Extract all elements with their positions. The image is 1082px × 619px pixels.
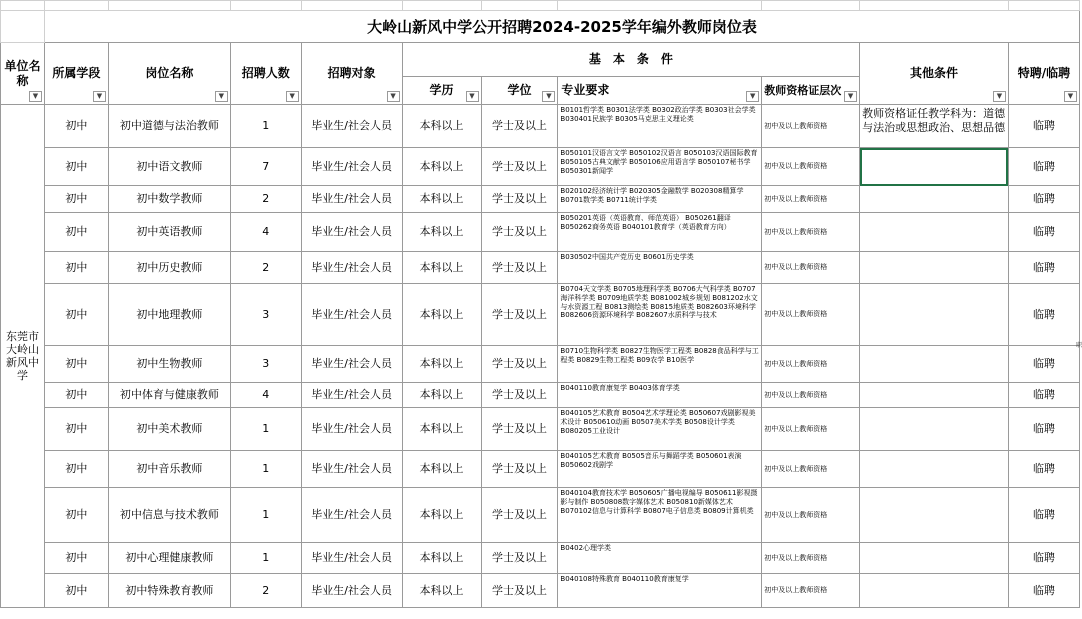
position-cell[interactable]: 初中地理教师 (108, 284, 230, 346)
empty-cell[interactable] (481, 1, 558, 11)
edu-cell[interactable]: 本科以上 (402, 408, 481, 451)
empty-cell[interactable] (1, 1, 45, 11)
empty-cell[interactable] (860, 1, 1009, 11)
other-cell[interactable] (860, 252, 1009, 284)
header-cert[interactable] (762, 77, 860, 105)
stage-cell[interactable]: 初中 (44, 213, 108, 252)
other-cell[interactable] (860, 408, 1009, 451)
table-row (1, 543, 1080, 574)
degree-cell[interactable]: 学士及以上 (481, 252, 558, 284)
header-cert-label: 教师资格证层次 (764, 83, 842, 97)
cert-cell[interactable]: 初中及以上教师资格 (762, 408, 860, 451)
stage-cell[interactable]: 初中 (44, 543, 108, 574)
header-degree[interactable] (481, 77, 558, 105)
position-cell[interactable]: 初中语文教师 (108, 148, 230, 186)
edge-text: 职 (1076, 342, 1082, 349)
header-hire-label: 特聘/临聘 (1017, 66, 1071, 81)
filter-dropdown-icon[interactable] (466, 91, 479, 102)
degree-cell[interactable]: 学士及以上 (481, 186, 558, 213)
header-major-label: 专业要求 (561, 83, 610, 98)
stage-cell[interactable]: 初中 (44, 284, 108, 346)
edu-cell[interactable]: 本科以上 (402, 574, 481, 608)
target-cell[interactable]: 毕业生/社会人员 (301, 148, 402, 186)
edu-cell[interactable]: 本科以上 (402, 148, 481, 186)
count-cell[interactable]: 1 (230, 488, 301, 543)
cert-cell[interactable]: 初中及以上教师资格 (762, 213, 860, 252)
filter-dropdown-icon[interactable] (844, 91, 857, 102)
target-cell[interactable]: 毕业生/社会人员 (301, 543, 402, 574)
major-cell[interactable]: B040105艺术教育 B0504艺术学理论类 B050607戏剧影视美术设计 B050610动画 B0507美术学类 B0508设计学类 B080205工业设计 (558, 408, 762, 451)
degree-cell[interactable]: 学士及以上 (481, 105, 558, 148)
cert-cell[interactable]: 初中及以上教师资格 (762, 451, 860, 488)
header-major[interactable] (558, 77, 762, 105)
table-row (1, 213, 1080, 252)
other-cell[interactable] (860, 186, 1009, 213)
position-cell[interactable]: 初中数学教师 (108, 186, 230, 213)
degree-cell[interactable]: 学士及以上 (481, 488, 558, 543)
count-cell[interactable]: 1 (230, 451, 301, 488)
hire-cell[interactable]: 临聘 (1008, 543, 1079, 574)
unit-name-cell[interactable]: 东莞市大岭山新风中学 (1, 105, 45, 608)
major-cell[interactable]: B0704天文学类 B0705地理科学类 B0706大气科学类 B0707海洋科学类 B0709地质学类 B081002城乡规划 B081202水文与水资源工程 B0813测绘类 B0815地质类 B082603环境科学 B082606资源环境科学 B082607水质科学与技术 (558, 284, 762, 346)
table-row (1, 186, 1080, 213)
major-cell[interactable]: B030502中国共产党历史 B0601历史学类 (558, 252, 762, 284)
stage-cell[interactable]: 初中 (44, 346, 108, 383)
degree-cell[interactable]: 学士及以上 (481, 284, 558, 346)
stage-cell[interactable]: 初中 (44, 252, 108, 284)
position-cell[interactable]: 初中特殊教育教师 (108, 574, 230, 608)
degree-cell[interactable]: 学士及以上 (481, 148, 558, 186)
filter-dropdown-icon[interactable] (542, 91, 555, 102)
filter-dropdown-icon[interactable] (993, 91, 1006, 102)
major-cell[interactable]: B0402心理学类 (558, 543, 762, 574)
selected-cell[interactable] (860, 148, 1009, 186)
stage-cell[interactable]: 初中 (44, 451, 108, 488)
table-row (1, 346, 1080, 383)
major-cell[interactable]: B040104教育技术学 B050605广播电视编导 B050611影视摄影与制作 B050808数字媒体艺术 B050810新媒体艺术 B070102信息与计算科学 B0807电子信息类 B0809计算机类 (558, 488, 762, 543)
other-cell[interactable] (860, 574, 1009, 608)
count-cell[interactable]: 1 (230, 105, 301, 148)
header-edu[interactable] (402, 77, 481, 105)
count-cell[interactable]: 3 (230, 284, 301, 346)
major-cell[interactable]: B040110教育康复学 B0403体育学类 (558, 383, 762, 408)
target-cell[interactable]: 毕业生/社会人员 (301, 284, 402, 346)
hire-cell[interactable]: 临聘 (1008, 574, 1079, 608)
empty-cell[interactable] (230, 1, 301, 11)
major-cell[interactable]: B040108特殊教育 B040110教育康复学 (558, 574, 762, 608)
filter-dropdown-icon[interactable] (215, 91, 228, 102)
table-row (1, 105, 1080, 148)
degree-cell[interactable]: 学士及以上 (481, 451, 558, 488)
filter-dropdown-icon[interactable] (93, 91, 106, 102)
major-cell[interactable]: B020102经济统计学 B020305金融数学 B020308精算学 B0701数学类 B0711统计学类 (558, 186, 762, 213)
table-row (1, 383, 1080, 408)
table-row (1, 252, 1080, 284)
sheet-title[interactable]: 大岭山新风中学公开招聘2024-2025学年编外教师岗位表 (44, 11, 1079, 43)
target-cell[interactable]: 毕业生/社会人员 (301, 186, 402, 213)
empty-cell[interactable] (108, 1, 230, 11)
filter-dropdown-icon[interactable] (286, 91, 299, 102)
stage-cell[interactable]: 初中 (44, 408, 108, 451)
edu-cell[interactable]: 本科以上 (402, 383, 481, 408)
position-cell[interactable]: 初中音乐教师 (108, 451, 230, 488)
header-edu-label: 学历 (429, 83, 454, 98)
degree-cell[interactable]: 学士及以上 (481, 574, 558, 608)
target-cell[interactable]: 毕业生/社会人员 (301, 408, 402, 451)
hire-cell[interactable]: 临聘 (1008, 408, 1079, 451)
empty-cell[interactable] (301, 1, 402, 11)
degree-cell[interactable]: 学士及以上 (481, 346, 558, 383)
other-cell[interactable] (860, 346, 1009, 383)
header-unit-label: 单位名称 (4, 59, 41, 88)
empty-cell[interactable] (1, 11, 45, 43)
position-cell[interactable]: 初中心理健康教师 (108, 543, 230, 574)
header-other[interactable] (860, 43, 1009, 105)
stage-cell[interactable]: 初中 (44, 148, 108, 186)
cert-cell[interactable]: 初中及以上教师资格 (762, 543, 860, 574)
count-cell[interactable]: 3 (230, 346, 301, 383)
table-row (1, 148, 1080, 186)
empty-cell[interactable] (402, 1, 481, 11)
other-cell[interactable] (860, 213, 1009, 252)
other-cell[interactable] (860, 543, 1009, 574)
edu-cell[interactable]: 本科以上 (402, 252, 481, 284)
degree-cell[interactable]: 学士及以上 (481, 543, 558, 574)
cert-cell[interactable]: 初中及以上教师资格 (762, 186, 860, 213)
edu-cell[interactable]: 本科以上 (402, 488, 481, 543)
position-cell[interactable]: 初中道德与法治教师 (108, 105, 230, 148)
target-cell[interactable]: 毕业生/社会人员 (301, 346, 402, 383)
hire-cell[interactable]: 临聘 (1008, 346, 1079, 383)
header-stage-label: 所属学段 (52, 66, 101, 81)
target-cell[interactable]: 毕业生/社会人员 (301, 574, 402, 608)
degree-cell[interactable]: 学士及以上 (481, 383, 558, 408)
cert-cell[interactable]: 初中及以上教师资格 (762, 252, 860, 284)
header-other-label: 其他条件 (910, 66, 959, 81)
stage-cell[interactable]: 初中 (44, 186, 108, 213)
hire-cell[interactable]: 临聘 (1008, 252, 1079, 284)
cert-cell[interactable]: 初中及以上教师资格 (762, 346, 860, 383)
edu-cell[interactable]: 本科以上 (402, 451, 481, 488)
hire-cell[interactable]: 临聘 (1008, 451, 1079, 488)
filter-dropdown-icon[interactable] (1064, 91, 1077, 102)
filter-dropdown-icon[interactable] (746, 91, 759, 102)
other-cell[interactable]: 教师资格证任教学科为：道德与法治或思想政治、思想品德 (860, 105, 1009, 148)
edu-cell[interactable]: 本科以上 (402, 105, 481, 148)
count-cell[interactable]: 1 (230, 408, 301, 451)
filter-dropdown-icon[interactable] (29, 91, 42, 102)
header-target-label: 招聘对象 (327, 66, 376, 81)
table-row (1, 451, 1080, 488)
other-cell[interactable] (860, 284, 1009, 346)
count-cell[interactable]: 2 (230, 252, 301, 284)
cert-cell[interactable]: 初中及以上教师资格 (762, 383, 860, 408)
stage-cell[interactable]: 初中 (44, 105, 108, 148)
count-cell[interactable]: 2 (230, 574, 301, 608)
count-cell[interactable]: 4 (230, 213, 301, 252)
table-row (1, 284, 1080, 346)
hire-cell[interactable]: 临聘 (1008, 186, 1079, 213)
position-cell[interactable]: 初中信息与技术教师 (108, 488, 230, 543)
edu-cell[interactable]: 本科以上 (402, 543, 481, 574)
cert-cell[interactable]: 初中及以上教师资格 (762, 574, 860, 608)
hire-cell[interactable]: 临聘 (1008, 383, 1079, 408)
edu-cell[interactable]: 本科以上 (402, 186, 481, 213)
position-cell[interactable]: 初中历史教师 (108, 252, 230, 284)
target-cell[interactable]: 毕业生/社会人员 (301, 213, 402, 252)
hire-cell[interactable]: 临聘 (1008, 213, 1079, 252)
major-cell[interactable]: B050201英语（英语教育、师范英语） B050261翻译 B050262商务英语 B040101教育学（英语教育方向） (558, 213, 762, 252)
header-basic-conditions[interactable]: 基 本 条 件 (402, 43, 860, 77)
stage-cell[interactable]: 初中 (44, 383, 108, 408)
header-stage[interactable] (44, 43, 108, 105)
empty-cell[interactable] (558, 1, 762, 11)
hire-cell[interactable]: 临聘 (1008, 488, 1079, 543)
count-cell[interactable]: 2 (230, 186, 301, 213)
header-target[interactable] (301, 43, 402, 105)
major-cell[interactable]: B040105艺术教育 B0505音乐与舞蹈学类 B050601表演 B050602戏剧学 (558, 451, 762, 488)
major-cell[interactable]: B050101汉语言文学 B050102汉语言 B050103汉语国际教育 B050105古典文献学 B050106应用语言学 B050107秘书学 B050301新闻学 (558, 148, 762, 186)
header-position-label: 岗位名称 (145, 66, 194, 81)
count-cell[interactable]: 4 (230, 383, 301, 408)
other-cell[interactable] (860, 488, 1009, 543)
other-cell[interactable] (860, 383, 1009, 408)
major-cell[interactable]: B0101哲学类 B0301法学类 B0302政治学类 B0303社会学类 B030401民族学 B0305马克思主义理论类 (558, 105, 762, 148)
table-row (1, 488, 1080, 543)
cert-cell[interactable]: 初中及以上教师资格 (762, 105, 860, 148)
cert-cell[interactable]: 初中及以上教师资格 (762, 148, 860, 186)
cert-cell[interactable]: 初中及以上教师资格 (762, 488, 860, 543)
table-row (1, 574, 1080, 608)
position-cell[interactable]: 初中生物教师 (108, 346, 230, 383)
edu-cell[interactable]: 本科以上 (402, 346, 481, 383)
position-cell[interactable]: 初中体育与健康教师 (108, 383, 230, 408)
empty-cell[interactable] (44, 1, 108, 11)
header-count[interactable] (230, 43, 301, 105)
count-cell[interactable]: 7 (230, 148, 301, 186)
target-cell[interactable]: 毕业生/社会人员 (301, 252, 402, 284)
stage-cell[interactable]: 初中 (44, 574, 108, 608)
position-cell[interactable]: 初中英语教师 (108, 213, 230, 252)
header-count-label: 招聘人数 (241, 66, 290, 81)
empty-cell[interactable] (1008, 1, 1079, 11)
cert-cell[interactable]: 初中及以上教师资格 (762, 284, 860, 346)
hire-cell[interactable]: 临聘 (1008, 148, 1079, 186)
table-row (1, 408, 1080, 451)
hire-cell[interactable]: 临聘 (1008, 284, 1079, 346)
degree-cell[interactable]: 学士及以上 (481, 408, 558, 451)
target-cell[interactable]: 毕业生/社会人员 (301, 451, 402, 488)
hire-cell[interactable]: 临聘 (1008, 105, 1079, 148)
edu-cell[interactable]: 本科以上 (402, 284, 481, 346)
header-unit[interactable] (1, 43, 45, 105)
major-cell[interactable]: B0710生物科学类 B0827生物医学工程类 B0828食品科学与工程类 B0829生物工程类 B09农学 B10医学 (558, 346, 762, 383)
stage-cell[interactable]: 初中 (44, 488, 108, 543)
degree-cell[interactable]: 学士及以上 (481, 213, 558, 252)
target-cell[interactable]: 毕业生/社会人员 (301, 488, 402, 543)
position-cell[interactable]: 初中美术教师 (108, 408, 230, 451)
other-cell[interactable] (860, 451, 1009, 488)
target-cell[interactable]: 毕业生/社会人员 (301, 105, 402, 148)
header-position[interactable] (108, 43, 230, 105)
target-cell[interactable]: 毕业生/社会人员 (301, 383, 402, 408)
header-hire[interactable] (1008, 43, 1079, 105)
count-cell[interactable]: 1 (230, 543, 301, 574)
header-degree-label: 学位 (507, 83, 532, 98)
filter-dropdown-icon[interactable] (387, 91, 400, 102)
edu-cell[interactable]: 本科以上 (402, 213, 481, 252)
empty-cell[interactable] (762, 1, 860, 11)
